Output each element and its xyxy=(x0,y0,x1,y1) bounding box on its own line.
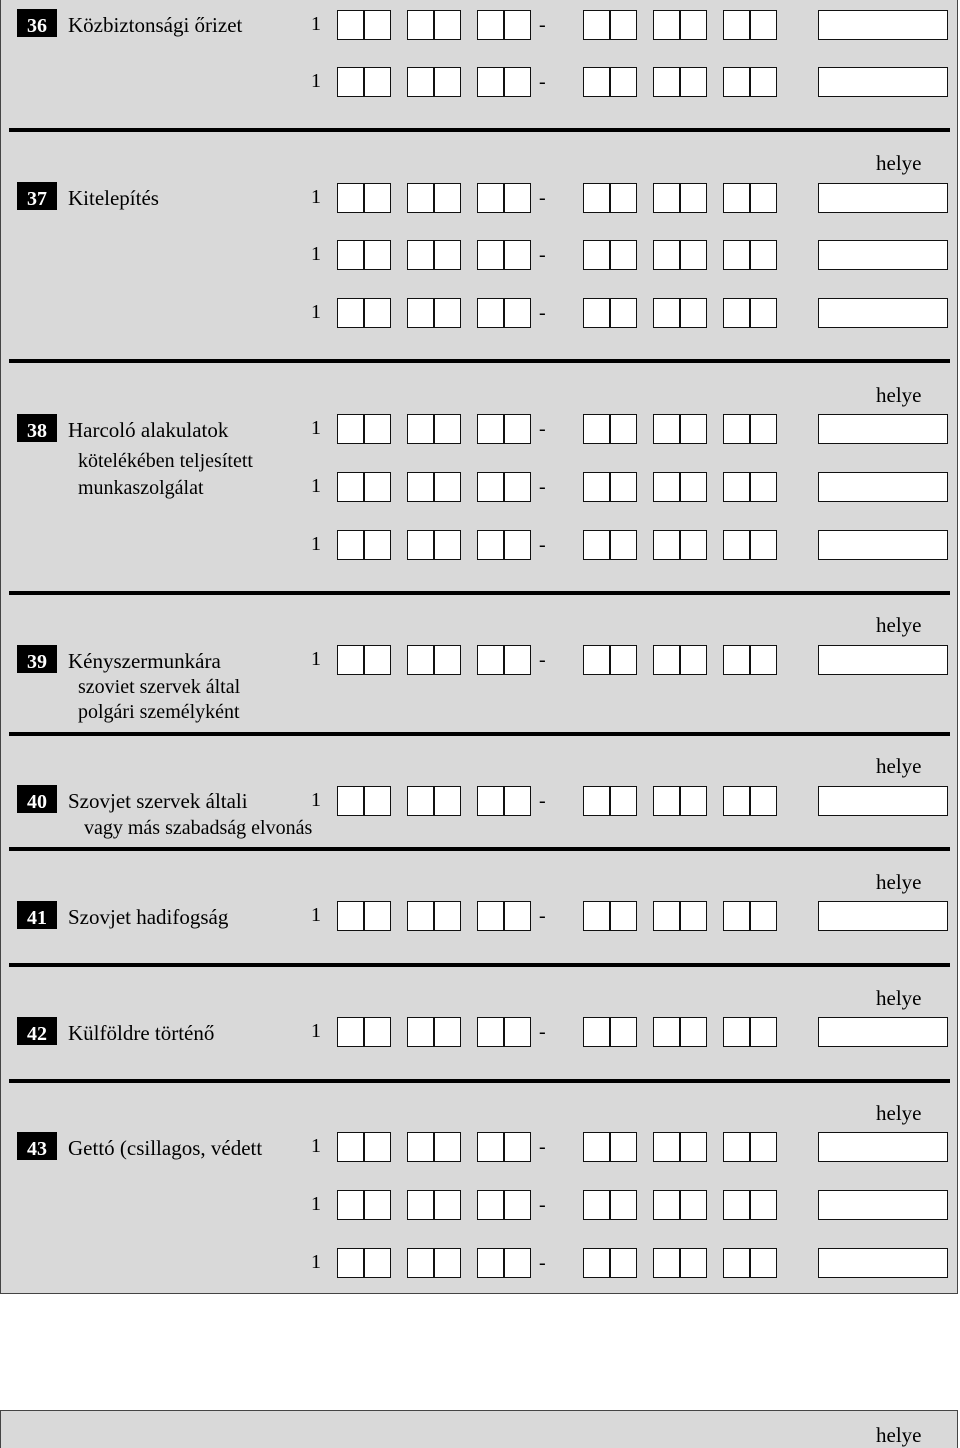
date-prefix-label: 1 xyxy=(311,475,321,497)
date-digit-cell[interactable] xyxy=(750,786,777,816)
date-digit-cell[interactable] xyxy=(337,414,364,444)
date-digit-cell[interactable] xyxy=(610,298,637,328)
date-range-dash: - xyxy=(539,790,546,812)
date-digit-cell[interactable] xyxy=(337,183,364,213)
date-digit-cell[interactable] xyxy=(583,472,610,502)
date-digit-cell[interactable] xyxy=(434,414,461,444)
date-digit-cell[interactable] xyxy=(364,183,391,213)
date-digit-cell[interactable] xyxy=(337,1190,364,1220)
date-digit-cell[interactable] xyxy=(504,530,531,560)
date-digit-cell[interactable] xyxy=(504,414,531,444)
section-separator xyxy=(9,359,950,363)
date-digit-cell[interactable] xyxy=(610,645,637,675)
date-digit-cell[interactable] xyxy=(407,183,434,213)
date-digit-cell[interactable] xyxy=(477,67,504,97)
date-digit-cell[interactable] xyxy=(610,183,637,213)
date-digit-cell[interactable] xyxy=(434,1132,461,1162)
date-digit-cell[interactable] xyxy=(680,1248,707,1278)
date-digit-cell[interactable] xyxy=(337,530,364,560)
date-digit-cell[interactable] xyxy=(680,240,707,270)
date-digit-cell[interactable] xyxy=(750,10,777,40)
date-digit-cell[interactable] xyxy=(407,1132,434,1162)
date-digit-cell[interactable] xyxy=(653,1248,680,1278)
date-digit-cell[interactable] xyxy=(364,1248,391,1278)
date-digit-cell[interactable] xyxy=(653,1017,680,1047)
date-digit-cell[interactable] xyxy=(434,530,461,560)
section-subtitle: szoviet szervek által xyxy=(78,676,241,698)
date-digit-cell[interactable] xyxy=(583,1017,610,1047)
date-range-dash: - xyxy=(539,418,546,440)
date-digit-cell[interactable] xyxy=(337,67,364,97)
date-digit-cell[interactable] xyxy=(750,645,777,675)
date-digit-cell[interactable] xyxy=(407,1190,434,1220)
date-digit-cell[interactable] xyxy=(750,1132,777,1162)
section-title: Gettó (csillagos, védett xyxy=(68,1136,263,1160)
date-digit-cell[interactable] xyxy=(750,472,777,502)
date-digit-cell[interactable] xyxy=(504,645,531,675)
section-separator xyxy=(9,963,950,967)
date-digit-cell[interactable] xyxy=(723,183,750,213)
date-digit-cell[interactable] xyxy=(680,645,707,675)
date-digit-cell[interactable] xyxy=(504,10,531,40)
date-digit-cell[interactable] xyxy=(434,183,461,213)
place-label: helye xyxy=(876,151,922,175)
place-label: helye xyxy=(876,870,922,894)
date-digit-cell[interactable] xyxy=(680,67,707,97)
date-digit-cell[interactable] xyxy=(407,901,434,931)
date-digit-cell[interactable] xyxy=(434,1017,461,1047)
date-digit-cell[interactable] xyxy=(477,1190,504,1220)
section-number-badge: 39 xyxy=(17,645,57,673)
section-title: Harcoló alakulatok xyxy=(68,418,229,442)
date-digit-cell[interactable] xyxy=(407,786,434,816)
date-digit-cell[interactable] xyxy=(477,1017,504,1047)
date-digit-cell[interactable] xyxy=(610,1248,637,1278)
section-subtitle: kötelékében teljesített xyxy=(78,450,253,472)
date-digit-cell[interactable] xyxy=(680,1190,707,1220)
date-digit-cell[interactable] xyxy=(434,786,461,816)
date-digit-cell[interactable] xyxy=(653,645,680,675)
date-digit-cell[interactable] xyxy=(653,240,680,270)
date-digit-cell[interactable] xyxy=(434,901,461,931)
date-digit-cell[interactable] xyxy=(364,645,391,675)
date-digit-cell[interactable] xyxy=(610,901,637,931)
date-digit-cell[interactable] xyxy=(750,183,777,213)
date-digit-cell[interactable] xyxy=(477,183,504,213)
section-number-badge: 40 xyxy=(17,785,57,813)
date-digit-cell[interactable] xyxy=(723,645,750,675)
date-digit-cell[interactable] xyxy=(610,1132,637,1162)
date-digit-cell[interactable] xyxy=(583,1132,610,1162)
place-label: helye xyxy=(876,1423,922,1447)
place-field[interactable] xyxy=(818,1190,948,1220)
date-digit-cell[interactable] xyxy=(337,1017,364,1047)
date-digit-cell[interactable] xyxy=(653,901,680,931)
place-label: helye xyxy=(876,613,922,637)
section-title: Szovjet hadifogság xyxy=(68,905,229,929)
date-digit-cell[interactable] xyxy=(407,10,434,40)
section-subtitle: polgári személyként xyxy=(78,701,240,723)
date-digit-cell[interactable] xyxy=(680,786,707,816)
date-digit-cell[interactable] xyxy=(653,298,680,328)
date-digit-cell[interactable] xyxy=(504,1132,531,1162)
date-digit-cell[interactable] xyxy=(583,240,610,270)
date-prefix-label: 1 xyxy=(311,186,321,208)
date-digit-cell[interactable] xyxy=(407,240,434,270)
date-prefix-label: 1 xyxy=(311,1020,321,1042)
date-digit-cell[interactable] xyxy=(610,414,637,444)
date-digit-cell[interactable] xyxy=(504,1017,531,1047)
date-digit-cell[interactable] xyxy=(723,67,750,97)
section-number-badge: 38 xyxy=(17,414,57,442)
date-range-dash: - xyxy=(539,649,546,671)
date-prefix-label: 1 xyxy=(311,1135,321,1157)
section-separator xyxy=(9,732,950,736)
form-panel-next-page xyxy=(0,1410,958,1448)
date-digit-cell[interactable] xyxy=(364,901,391,931)
date-digit-cell[interactable] xyxy=(364,1190,391,1220)
place-field[interactable] xyxy=(818,1017,948,1047)
date-digit-cell[interactable] xyxy=(680,298,707,328)
date-digit-cell[interactable] xyxy=(610,240,637,270)
date-digit-cell[interactable] xyxy=(653,472,680,502)
date-digit-cell[interactable] xyxy=(434,240,461,270)
date-digit-cell[interactable] xyxy=(504,472,531,502)
section-title: Szovjet szervek általi xyxy=(68,789,248,813)
section-title: Külföldre történő xyxy=(68,1021,215,1045)
date-digit-cell[interactable] xyxy=(407,645,434,675)
date-digit-cell[interactable] xyxy=(723,1248,750,1278)
date-digit-cell[interactable] xyxy=(477,786,504,816)
place-field[interactable] xyxy=(818,901,948,931)
section-subtitle: vagy más szabadság elvonás xyxy=(84,817,313,839)
date-digit-cell[interactable] xyxy=(407,472,434,502)
date-digit-cell[interactable] xyxy=(583,298,610,328)
section-separator xyxy=(9,847,950,851)
date-digit-cell[interactable] xyxy=(504,298,531,328)
date-digit-cell[interactable] xyxy=(723,10,750,40)
place-field[interactable] xyxy=(818,530,948,560)
date-range-dash: - xyxy=(539,1136,546,1158)
date-digit-cell[interactable] xyxy=(680,10,707,40)
date-digit-cell[interactable] xyxy=(750,1017,777,1047)
date-digit-cell[interactable] xyxy=(434,645,461,675)
date-digit-cell[interactable] xyxy=(364,1017,391,1047)
date-digit-cell[interactable] xyxy=(723,1017,750,1047)
date-digit-cell[interactable] xyxy=(653,1132,680,1162)
date-digit-cell[interactable] xyxy=(504,183,531,213)
date-digit-cell[interactable] xyxy=(337,10,364,40)
date-digit-cell[interactable] xyxy=(434,10,461,40)
date-prefix-label: 1 xyxy=(311,904,321,926)
date-digit-cell[interactable] xyxy=(504,786,531,816)
date-digit-cell[interactable] xyxy=(407,1248,434,1278)
place-label: helye xyxy=(876,1101,922,1125)
date-digit-cell[interactable] xyxy=(750,901,777,931)
place-field[interactable] xyxy=(818,1132,948,1162)
section-number-badge: 41 xyxy=(17,901,57,929)
date-prefix-label: 1 xyxy=(311,1251,321,1273)
place-field[interactable] xyxy=(818,10,948,40)
date-digit-cell[interactable] xyxy=(653,67,680,97)
date-digit-cell[interactable] xyxy=(504,1190,531,1220)
date-prefix-label: 1 xyxy=(311,243,321,265)
date-prefix-label: 1 xyxy=(311,13,321,35)
date-prefix-label: 1 xyxy=(311,301,321,323)
date-digit-cell[interactable] xyxy=(337,786,364,816)
date-digit-cell[interactable] xyxy=(583,1248,610,1278)
date-range-dash: - xyxy=(539,187,546,209)
date-digit-cell[interactable] xyxy=(477,901,504,931)
date-digit-cell[interactable] xyxy=(337,472,364,502)
section-subtitle: munkaszolgálat xyxy=(78,477,204,499)
place-field[interactable] xyxy=(818,67,948,97)
date-digit-cell[interactable] xyxy=(610,530,637,560)
date-range-dash: - xyxy=(539,1252,546,1274)
date-digit-cell[interactable] xyxy=(723,414,750,444)
date-prefix-label: 1 xyxy=(311,1193,321,1215)
date-digit-cell[interactable] xyxy=(337,298,364,328)
date-digit-cell[interactable] xyxy=(680,183,707,213)
date-digit-cell[interactable] xyxy=(407,414,434,444)
date-digit-cell[interactable] xyxy=(680,1132,707,1162)
date-digit-cell[interactable] xyxy=(364,240,391,270)
date-digit-cell[interactable] xyxy=(477,1132,504,1162)
place-field[interactable] xyxy=(818,414,948,444)
date-digit-cell[interactable] xyxy=(337,240,364,270)
place-label: helye xyxy=(876,383,922,407)
date-range-dash: - xyxy=(539,905,546,927)
date-digit-cell[interactable] xyxy=(750,298,777,328)
date-digit-cell[interactable] xyxy=(364,530,391,560)
section-separator xyxy=(9,128,950,132)
date-digit-cell[interactable] xyxy=(477,414,504,444)
place-field[interactable] xyxy=(818,183,948,213)
place-field[interactable] xyxy=(818,1248,948,1278)
section-title: Közbiztonsági őrizet xyxy=(68,13,243,37)
date-digit-cell[interactable] xyxy=(337,1132,364,1162)
date-digit-cell[interactable] xyxy=(680,530,707,560)
date-range-dash: - xyxy=(539,534,546,556)
date-digit-cell[interactable] xyxy=(337,1248,364,1278)
date-digit-cell[interactable] xyxy=(680,1017,707,1047)
date-digit-cell[interactable] xyxy=(477,530,504,560)
date-digit-cell[interactable] xyxy=(477,10,504,40)
date-digit-cell[interactable] xyxy=(434,1248,461,1278)
date-range-dash: - xyxy=(539,302,546,324)
date-digit-cell[interactable] xyxy=(610,1190,637,1220)
section-separator xyxy=(9,591,950,595)
place-field[interactable] xyxy=(818,645,948,675)
date-digit-cell[interactable] xyxy=(407,298,434,328)
date-digit-cell[interactable] xyxy=(407,530,434,560)
date-digit-cell[interactable] xyxy=(364,472,391,502)
place-field[interactable] xyxy=(818,298,948,328)
date-digit-cell[interactable] xyxy=(364,10,391,40)
date-digit-cell[interactable] xyxy=(434,1190,461,1220)
date-digit-cell[interactable] xyxy=(434,472,461,502)
date-range-dash: - xyxy=(539,1194,546,1216)
place-field[interactable] xyxy=(818,240,948,270)
date-digit-cell[interactable] xyxy=(723,901,750,931)
date-digit-cell[interactable] xyxy=(750,1248,777,1278)
date-digit-cell[interactable] xyxy=(434,298,461,328)
date-digit-cell[interactable] xyxy=(653,10,680,40)
date-digit-cell[interactable] xyxy=(583,786,610,816)
date-digit-cell[interactable] xyxy=(610,67,637,97)
date-digit-cell[interactable] xyxy=(723,786,750,816)
date-digit-cell[interactable] xyxy=(504,240,531,270)
date-digit-cell[interactable] xyxy=(583,530,610,560)
date-digit-cell[interactable] xyxy=(653,414,680,444)
place-field[interactable] xyxy=(818,472,948,502)
date-digit-cell[interactable] xyxy=(680,472,707,502)
date-digit-cell[interactable] xyxy=(680,901,707,931)
date-range-dash: - xyxy=(539,244,546,266)
date-digit-cell[interactable] xyxy=(504,1248,531,1278)
date-prefix-label: 1 xyxy=(311,789,321,811)
date-digit-cell[interactable] xyxy=(583,67,610,97)
date-digit-cell[interactable] xyxy=(583,10,610,40)
date-digit-cell[interactable] xyxy=(653,530,680,560)
date-digit-cell[interactable] xyxy=(364,1132,391,1162)
date-digit-cell[interactable] xyxy=(723,1132,750,1162)
date-prefix-label: 1 xyxy=(311,648,321,670)
date-digit-cell[interactable] xyxy=(583,1190,610,1220)
date-digit-cell[interactable] xyxy=(610,1017,637,1047)
date-digit-cell[interactable] xyxy=(477,645,504,675)
section-separator xyxy=(9,1079,950,1083)
date-digit-cell[interactable] xyxy=(477,298,504,328)
section-number-badge: 42 xyxy=(17,1017,57,1045)
date-digit-cell[interactable] xyxy=(504,67,531,97)
date-digit-cell[interactable] xyxy=(504,901,531,931)
date-digit-cell[interactable] xyxy=(407,67,434,97)
date-digit-cell[interactable] xyxy=(750,1190,777,1220)
date-digit-cell[interactable] xyxy=(477,472,504,502)
place-label: helye xyxy=(876,986,922,1010)
section-title: Kitelepítés xyxy=(68,186,159,210)
date-digit-cell[interactable] xyxy=(653,786,680,816)
date-digit-cell[interactable] xyxy=(364,414,391,444)
date-digit-cell[interactable] xyxy=(653,183,680,213)
date-digit-cell[interactable] xyxy=(750,414,777,444)
date-digit-cell[interactable] xyxy=(477,1248,504,1278)
date-digit-cell[interactable] xyxy=(583,183,610,213)
date-digit-cell[interactable] xyxy=(723,472,750,502)
section-number-badge: 37 xyxy=(17,182,57,210)
date-digit-cell[interactable] xyxy=(723,298,750,328)
date-digit-cell[interactable] xyxy=(610,786,637,816)
date-digit-cell[interactable] xyxy=(477,240,504,270)
section-number-badge: 36 xyxy=(17,9,57,37)
date-prefix-label: 1 xyxy=(311,417,321,439)
date-digit-cell[interactable] xyxy=(723,240,750,270)
place-field[interactable] xyxy=(818,786,948,816)
date-digit-cell[interactable] xyxy=(407,1017,434,1047)
date-range-dash: - xyxy=(539,71,546,93)
date-digit-cell[interactable] xyxy=(723,1190,750,1220)
date-range-dash: - xyxy=(539,1021,546,1043)
date-digit-cell[interactable] xyxy=(750,67,777,97)
date-range-dash: - xyxy=(539,14,546,36)
date-digit-cell[interactable] xyxy=(750,530,777,560)
section-number-badge: 43 xyxy=(17,1132,57,1160)
date-digit-cell[interactable] xyxy=(337,901,364,931)
date-digit-cell[interactable] xyxy=(364,298,391,328)
date-digit-cell[interactable] xyxy=(610,472,637,502)
date-digit-cell[interactable] xyxy=(583,645,610,675)
place-label: helye xyxy=(876,754,922,778)
date-digit-cell[interactable] xyxy=(364,67,391,97)
date-digit-cell[interactable] xyxy=(750,240,777,270)
section-title: Kényszermunkára xyxy=(68,649,221,673)
date-digit-cell[interactable] xyxy=(723,530,750,560)
date-digit-cell[interactable] xyxy=(610,10,637,40)
date-prefix-label: 1 xyxy=(311,70,321,92)
date-digit-cell[interactable] xyxy=(653,1190,680,1220)
date-digit-cell[interactable] xyxy=(364,786,391,816)
date-digit-cell[interactable] xyxy=(434,67,461,97)
date-prefix-label: 1 xyxy=(311,533,321,555)
date-digit-cell[interactable] xyxy=(680,414,707,444)
date-digit-cell[interactable] xyxy=(583,414,610,444)
date-digit-cell[interactable] xyxy=(583,901,610,931)
date-range-dash: - xyxy=(539,476,546,498)
date-digit-cell[interactable] xyxy=(337,645,364,675)
